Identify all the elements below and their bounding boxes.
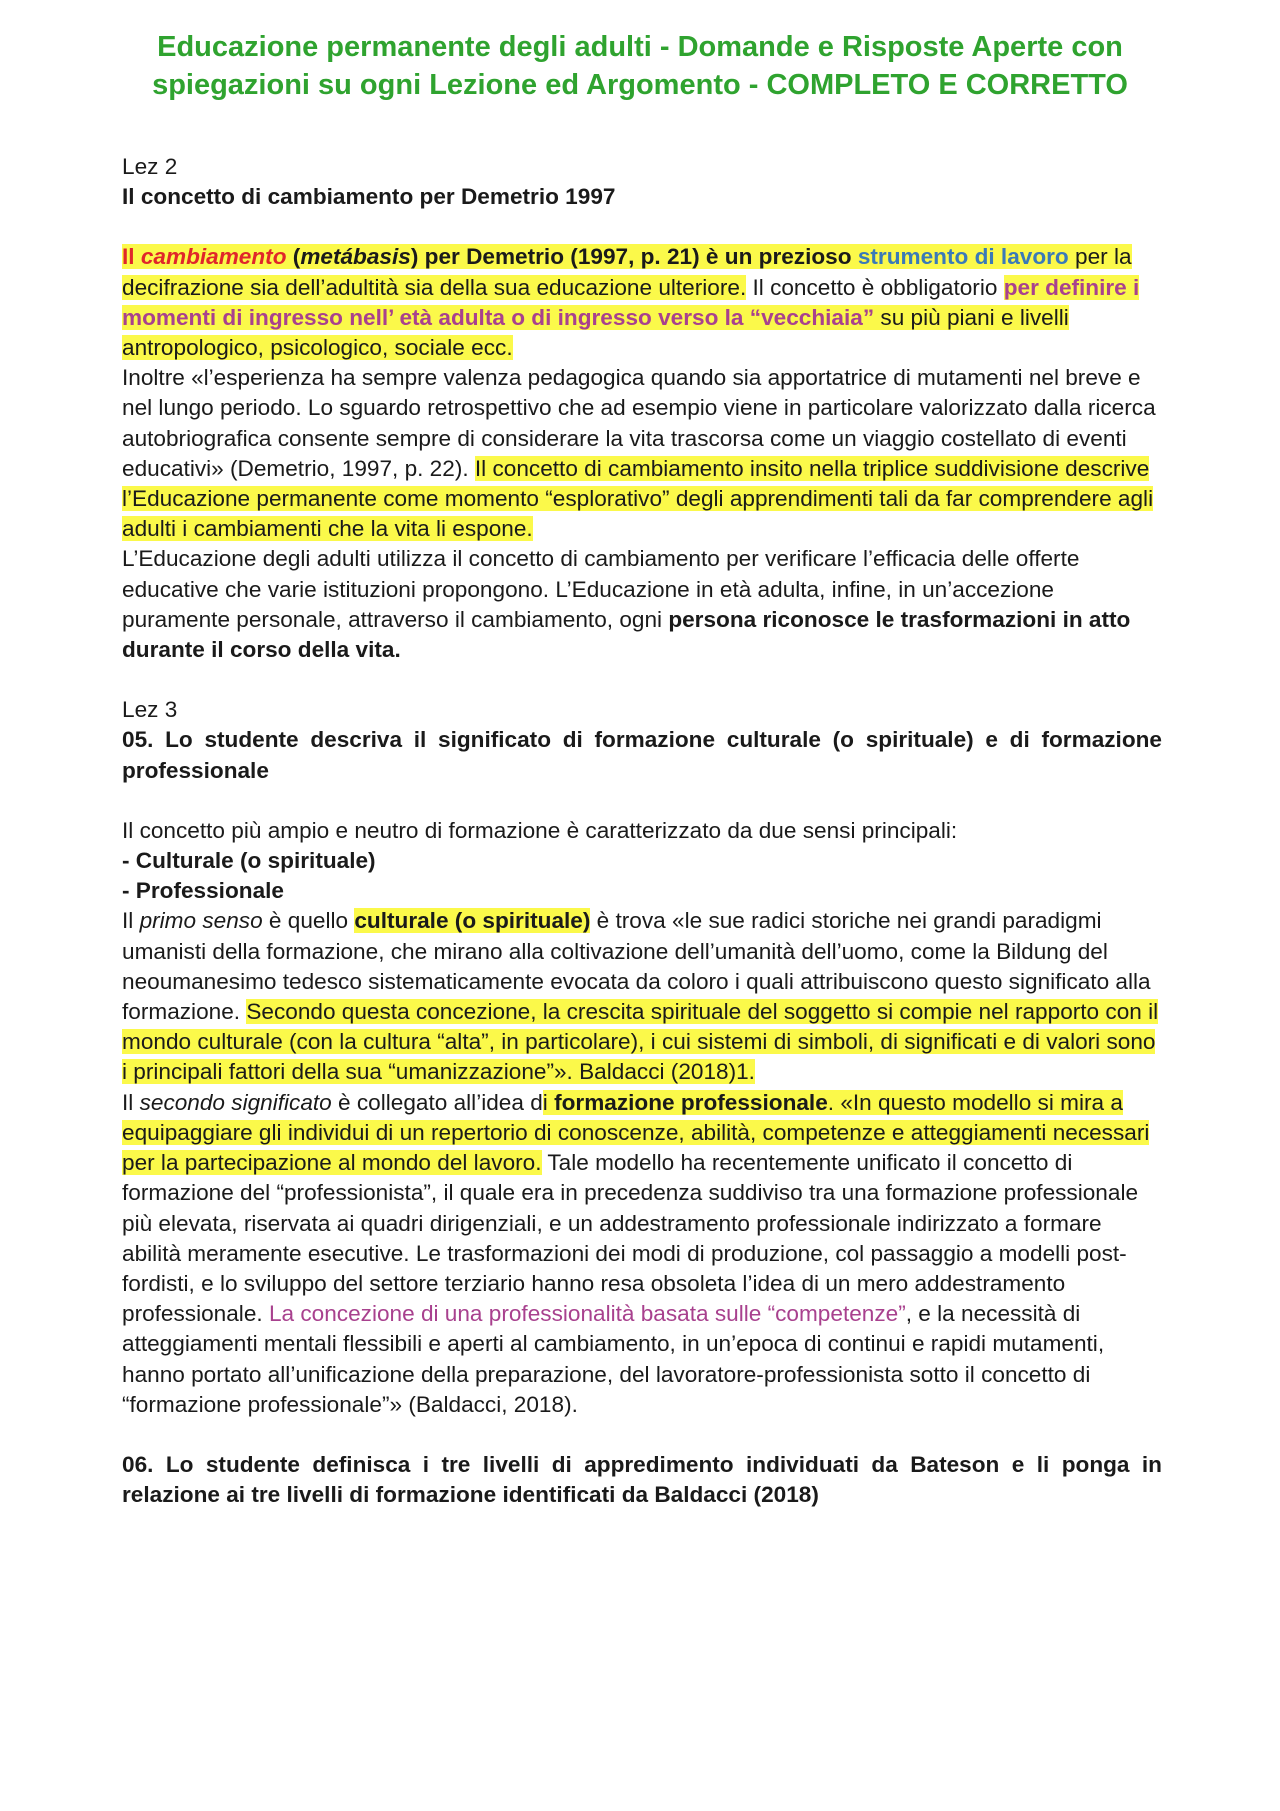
question-heading-06: 06. Lo studente definisca i tre livelli di appredimento individuati da Bateson e li ponga in relazione ai tre livelli di formazione identificati da Baldacci (2018)	[122, 1451, 1162, 1508]
paragraph-formazione-intro: Il concetto più ampio e neutro di formazione è caratterizzato da due sensi principali:	[122, 817, 958, 843]
paragraph-cambiamento: Il cambiamento (metábasis) per Demetrio (1997, p. 21) è un prezioso strumento di lavoro per la decifrazione sia dell’adultità sia della sua educazione ulteriore. Il concetto è obbligatorio per definire i momenti di ingresso nell’ età adulta o di ingresso verso la “vecchiaia” su più piani e livelli antropologico, psicologico, sociale ecc.	[122, 244, 1140, 361]
document-title	[100, 28, 1180, 104]
paragraph-esperienza: Inoltre «l’esperienza ha sempre valenza pedagogica quando sia apportatrice di mutamenti nel breve e nel lungo periodo. Lo sguardo retrospettivo che ad esempio viene in particolare valorizzato dalla ricerca autobriografica consente sempre di considerare la vita trascorsa come un viaggio costellato di eventi educativi» (Demetrio, 1997, p. 22). Il concetto di cambiamento insito nella triplice suddivisione descrive l’Educazione permanente come momento “esplorativo” degli apprendimenti tali da far comprendere agli adulti i cambiamenti che la vita li espone.	[122, 365, 1156, 542]
paragraph-educazione-adulti: L’Educazione degli adulti utilizza il concetto di cambiamento per verificare l’efficacia delle offerte educative che varie istituzioni propongono. L’Educazione in età adulta, infine, in un’accezione puramente personale, attraverso il cambiamento, ogni persona riconosce le trasformazioni in atto durante il corso della vita.	[122, 546, 1131, 663]
section-heading-demetrio: Il concetto di cambiamento per Demetrio 1997	[122, 184, 616, 210]
lesson-label-2: Lez 2	[122, 154, 178, 179]
document-title-line-1: Educazione permanente degli adulti - Domande e Risposte Aperte con	[157, 31, 1123, 63]
list-item-culturale: - Culturale (o spirituale)	[122, 848, 376, 874]
lesson-label-3: Lez 3	[122, 697, 178, 723]
paragraph-primo-senso: Il primo senso è quello culturale (o spirituale) è trova «le sue radici storiche nei grandi paradigmi umanisti della formazione, che mirano alla coltivazione dell’umanità dell’uomo, come la Bildung del neoumanesimo tedesco sistematicamente evocata da coloro i quali attribuiscono questo significato alla formazione. Secondo questa concezione, la crescita spirituale del soggetto si compie nel rapporto con il mondo culturale (con la cultura “alta”, in particolare), i cui sistemi di simboli, di significati e di valori sono i principali fattori della sua “umanizzazione”». Baldacci (2018)1.	[122, 908, 1159, 1085]
list-item-professionale: - Professionale	[122, 878, 284, 904]
document-body	[122, 152, 1162, 1510]
document-title-line-2: spiegazioni su ogni Lezione ed Argomento - COMPLETO E CORRETTO	[152, 69, 1128, 101]
paragraph-secondo-significato: Il secondo significato è collegato all’idea di formazione professionale. «In questo modello si mira a equipaggiare gli individui di un repertorio di conoscenze, abilità, competenze e atteggiamenti necessari per la partecipazione al mondo del lavoro. Tale modello ha recentemente unificato il concetto di formazione del “professionista”, il quale era in precedenza suddiviso tra una formazione professionale più elevata, riservata ai quadri dirigenziali, e un addestramento professionale indirizzato a formare abilità meramente esecutive. Le trasformazioni dei modi di produzione, col passaggio a modelli post-fordisti, e lo sviluppo del settore terziario hanno resa obsoleta l’idea di un mero addestramento professionale. La concezione di una professionalità basata sulle “competenze”, e la necessità di atteggiamenti mentali flessibili e aperti al cambiamento, in un’epoca di continui e rapidi mutamenti, hanno portato all’unificazione della preparazione, del lavoratore-professionista sotto il concetto di “formazione professionale”» (Baldacci, 2018).	[122, 1089, 1150, 1417]
question-heading-05: 05. Lo studente descriva il significato di formazione culturale (o spirituale) e di formazione professionale	[122, 727, 1162, 783]
